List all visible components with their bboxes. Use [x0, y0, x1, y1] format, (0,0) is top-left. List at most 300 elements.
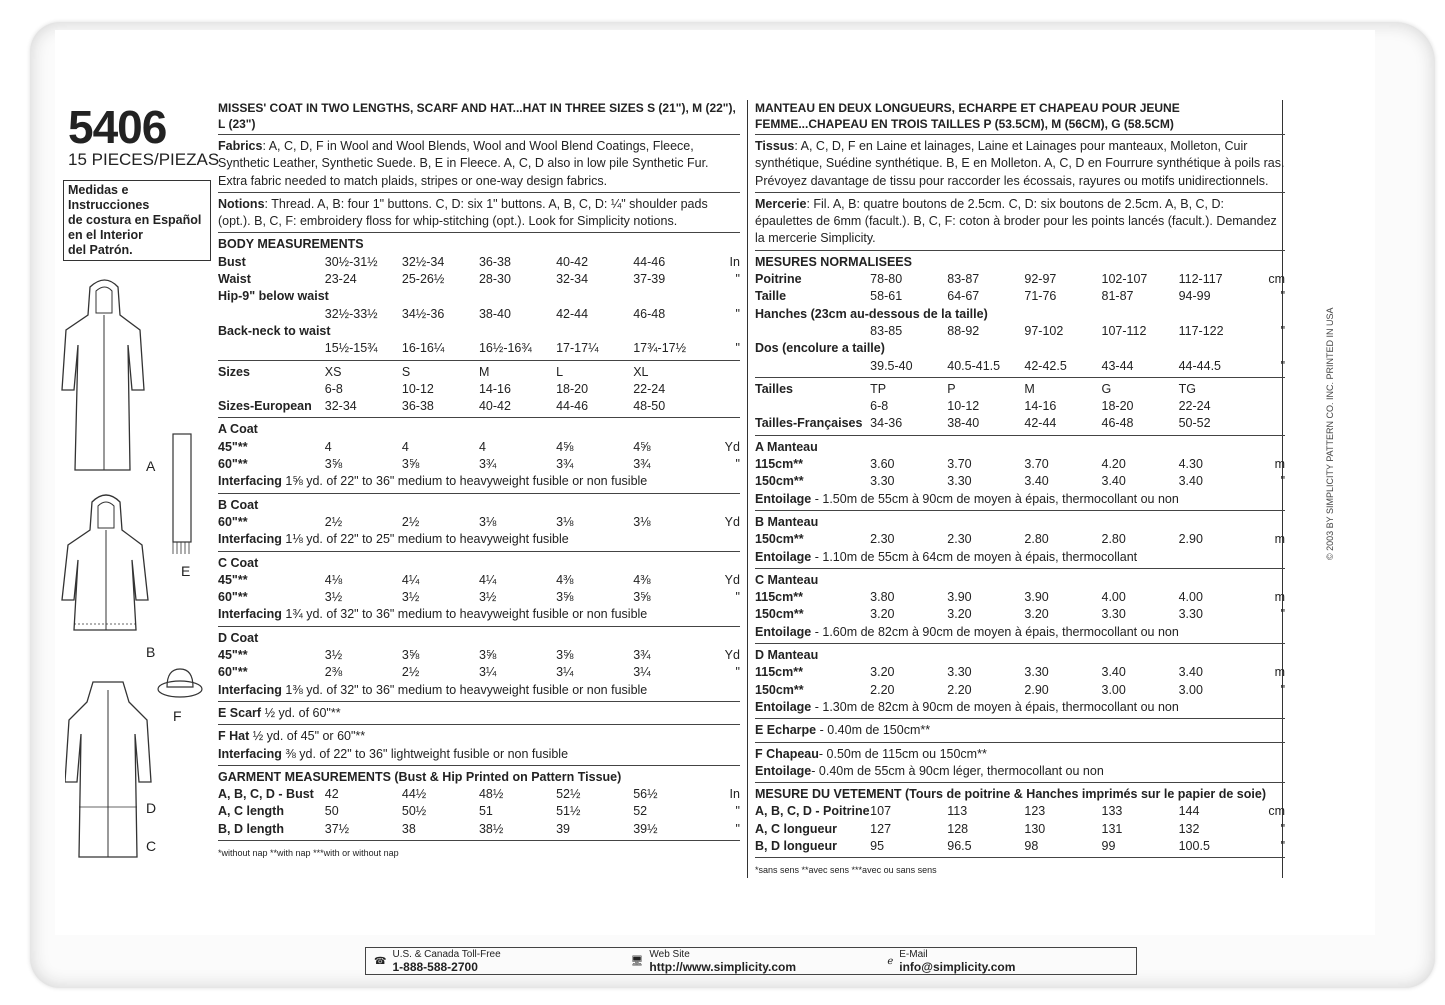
- row-label: 45"**: [218, 648, 248, 663]
- row-label: Sizes: [218, 364, 250, 379]
- cell-value: 3¾: [633, 648, 651, 663]
- cell-value: 133: [1101, 804, 1123, 819]
- row-label: Back-neck to waist: [218, 323, 331, 338]
- row-label: 150cm**: [755, 532, 804, 547]
- cell-value: 97-102: [1024, 323, 1064, 338]
- cell-value: 3⅝: [556, 590, 574, 605]
- cell-value: P: [947, 381, 956, 396]
- cell-value: 18-20: [1101, 399, 1134, 414]
- scarf-e-sketch: [170, 432, 194, 557]
- interfacing-line: Interfacing 1¾ yd. of 32" to 36" medium to heavyweight fusible or non fusible: [218, 607, 648, 622]
- table-row: [755, 606, 1285, 623]
- cell-value: 3⅛: [556, 514, 574, 529]
- table-row: [218, 803, 740, 820]
- cell-value: Yd: [724, 572, 740, 587]
- cell-value: In: [729, 787, 740, 802]
- cell-value: 3¼: [556, 665, 574, 680]
- cell-value: Yd: [724, 439, 740, 454]
- table-row: [755, 340, 1285, 357]
- tissus-section: Tissus: A, C, D, F en Laine et lainages, Laine et Lainages pour manteaux, Molleton, Cuir synthétique, Suédine synthétique. B, E en Molleton. A, C, D en Fourrure synthétique à poils ras. Prévoyez davantage de tissu pour raccorder les écossais, rayures ou motifs unidirectionnels.: [755, 138, 1285, 193]
- cell-value: [710, 364, 740, 381]
- row-label: B, D longueur: [755, 838, 837, 853]
- view-label-d: D: [146, 800, 157, 816]
- cell-value: 3¾: [478, 457, 497, 472]
- cell-value: 3⅝: [324, 457, 343, 472]
- cell-value: [1264, 306, 1285, 323]
- cell-value: 36-38: [478, 254, 511, 269]
- cell-value: 51½: [556, 804, 581, 819]
- cell-value: 2.90: [1178, 532, 1203, 547]
- table-row: [218, 364, 740, 381]
- cell-value: 3⅝: [478, 648, 497, 663]
- cell-value: 28-30: [478, 272, 511, 287]
- nap-footnote: *without nap **with nap ***with or without nap: [218, 847, 399, 858]
- cell-value: ": [1280, 289, 1285, 304]
- table-row: [755, 589, 1285, 606]
- table-row: [218, 664, 740, 681]
- table-row: [218, 271, 740, 288]
- table-row: [755, 664, 1285, 681]
- table-row: [218, 647, 740, 664]
- cell-value: 56½: [633, 787, 658, 802]
- cell-value: [1098, 306, 1153, 323]
- cell-value: 81-87: [1101, 289, 1134, 304]
- table-row: [218, 589, 740, 606]
- cell-value: 4: [401, 439, 409, 454]
- cell-value: 3.40: [1024, 474, 1049, 489]
- cell-value: 83-87: [947, 272, 980, 287]
- cell-value: 3.80: [870, 590, 895, 605]
- cell-value: [331, 323, 407, 340]
- cell-value: 95: [870, 838, 885, 853]
- cell-value: 37-39: [633, 272, 666, 287]
- yardage-block: [755, 572, 1285, 644]
- coat-b-sketch: [60, 490, 155, 640]
- cell-value: 16-16¼: [401, 341, 445, 356]
- cell-value: 52: [633, 804, 648, 819]
- cell-value: 48½: [478, 787, 504, 802]
- cell-value: 4.00: [1101, 590, 1126, 605]
- table-row: [755, 456, 1285, 473]
- table-row: [218, 821, 740, 838]
- cell-value: 42-44: [556, 306, 589, 321]
- metrage-blocks: [755, 439, 1285, 719]
- cell-value: 40.5-41.5: [947, 358, 1001, 373]
- cell-value: [483, 323, 559, 340]
- cell-value: XL: [633, 364, 649, 379]
- cell-value: 132: [1178, 821, 1200, 836]
- cell-value: 58-61: [870, 289, 903, 304]
- interfacing-line: Entoilage - 1.50m de 55cm à 90cm de moyen à épais, thermocollant ou non: [755, 491, 1179, 506]
- cell-value: 131: [1101, 821, 1123, 836]
- cell-value: S: [401, 364, 411, 379]
- cell-value: 3.30: [947, 665, 972, 680]
- cell-value: 3.30: [1101, 607, 1126, 622]
- table-row: [218, 786, 740, 803]
- cell-value: [329, 288, 405, 305]
- yardage-blocks: [218, 421, 740, 701]
- row-label: [755, 398, 870, 415]
- cell-value: 50½: [401, 804, 427, 819]
- cell-value: m: [1274, 590, 1285, 605]
- block-heading: A Coat: [218, 422, 258, 437]
- copyright-side-text: © 2003 BY SIMPLICITY PATTERN CO. INC. PRINTED IN USA: [1325, 307, 1335, 560]
- cell-value: 42: [324, 787, 339, 802]
- cell-value: 15½-15¾: [324, 341, 378, 356]
- cell-value: 4⅝: [633, 439, 651, 454]
- cell-value: 38: [401, 821, 416, 836]
- cell-value: 113: [947, 804, 968, 819]
- row-label: A, B, C, D - Bust: [218, 787, 314, 802]
- view-label-b: B: [146, 644, 156, 660]
- scarf-section: E Scarf ½ yd. of 60"**: [218, 705, 740, 725]
- cell-value: [885, 340, 959, 357]
- row-label: 115cm**: [755, 665, 803, 680]
- cell-value: 3⅝: [401, 648, 420, 663]
- cell-value: 2⅜: [324, 665, 343, 680]
- row-label: 150cm**: [755, 474, 804, 489]
- cell-value: 4: [478, 439, 486, 454]
- cell-value: 32-34: [556, 272, 589, 287]
- cell-value: [1256, 415, 1285, 432]
- row-label: 60"**: [218, 457, 248, 472]
- cell-value: 17¾-17½: [633, 341, 687, 356]
- table-row: [755, 271, 1285, 288]
- row-label: Tailles: [755, 381, 793, 396]
- cell-value: ": [1280, 838, 1285, 853]
- table-row: [218, 456, 740, 473]
- cell-value: [405, 288, 481, 305]
- cell-value: 102-107: [1101, 272, 1148, 287]
- view-label-e: E: [181, 563, 191, 579]
- cell-value: [711, 323, 740, 340]
- table-row: [218, 340, 740, 357]
- cell-value: 2.80: [1101, 532, 1126, 547]
- pieces-count: 15 PIECES/PIEZAS: [68, 150, 220, 169]
- cell-value: 117-122: [1178, 323, 1224, 338]
- cell-value: 32½-34: [401, 254, 445, 269]
- cell-value: ": [735, 804, 740, 819]
- interfacing-line: Interfacing 1⅜ yd. of 32" to 36" medium to heavyweight fusible or non fusible: [218, 682, 648, 697]
- cell-value: 2½: [324, 514, 343, 529]
- cell-value: 96.5: [947, 838, 972, 853]
- coat-d-c-sketch: [65, 672, 155, 862]
- cell-value: [1153, 306, 1208, 323]
- echarpe-section: E Echarpe - 0.40m de 150cm**: [755, 722, 1285, 742]
- computer-icon: 🖥: [630, 955, 644, 967]
- garment-measurements: GARMENT MEASUREMENTS (Bust & Hip Printed on Pattern Tissue) A, B, C, D - Bust 42 44½ 48½ 52½ 56½ In A, C length 50 50½ 51 51½ 52 " B, D length 37½ 38 38½ 39 39½ ": [218, 769, 740, 841]
- cell-value: 3⅝: [556, 648, 574, 663]
- cell-value: 6-8: [324, 381, 343, 396]
- contact-footer: [365, 947, 1137, 975]
- cell-value: [559, 323, 635, 340]
- cell-value: 3⅛: [633, 514, 651, 529]
- yardage-block: [755, 647, 1285, 719]
- cell-value: [1043, 306, 1098, 323]
- french-column: [755, 100, 1285, 880]
- sizes-section: [218, 364, 740, 419]
- view-label-f: F: [173, 708, 182, 724]
- table-row: [755, 682, 1285, 699]
- table-row: [755, 415, 1285, 432]
- table-row: [218, 439, 740, 456]
- cell-value: In: [729, 254, 740, 269]
- cell-value: 3.00: [1178, 682, 1203, 697]
- table-row: [755, 398, 1285, 415]
- cell-value: [558, 288, 634, 305]
- cell-value: 98: [1024, 838, 1039, 853]
- cell-value: ": [735, 306, 740, 321]
- cell-value: [710, 381, 740, 398]
- cell-value: m: [1274, 457, 1285, 472]
- cell-value: 44-44.5: [1178, 358, 1222, 373]
- cell-value: TP: [870, 381, 887, 396]
- cell-value: [710, 398, 740, 415]
- cell-value: 22-24: [633, 381, 666, 396]
- cell-value: 3½: [478, 590, 497, 605]
- cell-value: 99: [1101, 838, 1116, 853]
- yardage-block: [218, 421, 740, 493]
- cell-value: G: [1101, 381, 1112, 396]
- cell-value: Yd: [724, 648, 740, 663]
- english-column: [218, 100, 740, 862]
- cell-value: 107: [870, 804, 892, 819]
- cell-value: 38½: [478, 821, 504, 836]
- cell-value: 2.90: [1024, 682, 1049, 697]
- cell-value: 3.40: [1178, 665, 1203, 680]
- cell-value: 127: [870, 821, 892, 836]
- cell-value: 112-117: [1178, 272, 1223, 287]
- cell-value: 52½: [556, 787, 581, 802]
- cell-value: 14-16: [1024, 399, 1057, 414]
- cell-value: 100.5: [1178, 838, 1210, 853]
- block-heading: C Coat: [218, 555, 259, 570]
- email-contact: ℯ E-Mail info@simplicity.com: [887, 948, 1016, 974]
- cell-value: 39½: [633, 821, 658, 836]
- table-row: [218, 514, 740, 531]
- cell-value: [635, 323, 711, 340]
- row-label: 150cm**: [755, 607, 804, 622]
- row-label: 150cm**: [755, 682, 804, 697]
- block-heading: C Manteau: [755, 572, 819, 587]
- cell-value: 40-42: [478, 399, 511, 414]
- cell-value: 3¾: [556, 457, 574, 472]
- cell-value: 22-24: [1178, 399, 1211, 414]
- cell-value: 51: [478, 804, 493, 819]
- row-label: Taille: [755, 289, 787, 304]
- notions-section: Notions: Thread. A, B: four 1" buttons. C, D: six 1" buttons. A, B, C, D: ¼" shoulder pads (opt.). B, C, F: embroidery floss for whip-stitching (opt.). Look for Simplicity notions.: [218, 196, 740, 234]
- cell-value: 2.30: [947, 532, 972, 547]
- view-label-a: A: [146, 458, 156, 474]
- block-heading: B Manteau: [755, 514, 819, 529]
- cell-value: 3.30: [1178, 607, 1203, 622]
- coat-a-sketch: [60, 275, 150, 475]
- table-row: [755, 821, 1285, 838]
- cell-value: 4.00: [1178, 590, 1203, 605]
- row-label: Waist: [218, 272, 251, 287]
- cell-value: 32-34: [324, 399, 357, 414]
- cell-value: ": [1280, 358, 1285, 373]
- cell-value: 2½: [401, 514, 420, 529]
- cell-value: 23-24: [324, 272, 357, 287]
- tailles-section: [755, 381, 1285, 436]
- table-row: [218, 398, 740, 415]
- cell-value: 3.20: [870, 607, 895, 622]
- view-label-c: C: [146, 838, 157, 854]
- block-heading: D Coat: [218, 630, 259, 645]
- cell-value: XS: [324, 364, 342, 379]
- cell-value: ": [1280, 682, 1285, 697]
- cell-value: [1256, 381, 1285, 398]
- cell-value: 38-40: [478, 306, 511, 321]
- cell-value: 34-36: [870, 416, 903, 431]
- body-measurements: BODY MEASUREMENTS Bust 30½-31½ 32½-34 36-38 40-42 44-46 In Waist 23-24 25-26½ 28-30 32-34 37-39 " Hip-9" below waist 32½-33½ 34½-36 38-40 42-44 46-48 " Back-neck to waist 15½-15¾ 16-16¼ 16½-16¾ 17-17¼ 17¾-17½ ": [218, 236, 740, 360]
- column-divider: [747, 100, 748, 878]
- cell-value: 92-97: [1024, 272, 1057, 287]
- cell-value: 44½: [401, 787, 427, 802]
- cell-value: 18-20: [556, 381, 589, 396]
- cell-value: [1108, 340, 1182, 357]
- cell-value: 4⅜: [556, 572, 574, 587]
- spanish-note: Medidas e Instrucciones de costura en Español en el Interior del Patrón.: [63, 180, 211, 261]
- cell-value: TG: [1178, 381, 1196, 396]
- row-label: B, D length: [218, 821, 284, 836]
- cell-value: 2.20: [870, 682, 895, 697]
- cell-value: 50-52: [1178, 416, 1211, 431]
- cell-value: 3¾: [633, 457, 651, 472]
- body-table: [218, 254, 740, 358]
- interfacing-line: Interfacing 1⅝ yd. of 22" to 36" medium to heavyweight fusible or non fusible: [218, 474, 648, 489]
- row-label: [755, 323, 870, 340]
- row-label: Hip-9" below waist: [218, 289, 329, 304]
- cell-value: 3.30: [1024, 665, 1049, 680]
- row-label: 45"**: [218, 439, 248, 454]
- table-row: [218, 323, 740, 340]
- cell-value: 4: [324, 439, 332, 454]
- interfacing-line: Entoilage - 1.60m de 82cm à 90cm de moyen à épais, thermocollant ou non: [755, 624, 1179, 639]
- cell-value: M: [478, 364, 490, 379]
- cell-value: 48-50: [633, 399, 666, 414]
- hat-section: F Hat ½ yd. of 45" or 60"** Interfacing ⅜ yd. of 22" to 36" lightweight fusible or non fusible: [218, 728, 740, 766]
- cell-value: 36-38: [401, 399, 434, 414]
- table-row: [755, 381, 1285, 398]
- row-label: 45"**: [218, 572, 248, 587]
- cell-value: 4¼: [401, 572, 420, 587]
- cell-value: 4⅜: [633, 572, 651, 587]
- row-label: 60"**: [218, 514, 248, 529]
- cell-value: 39.5-40: [870, 358, 913, 373]
- cell-value: 4¼: [478, 572, 497, 587]
- cell-value: 4.30: [1178, 457, 1203, 472]
- cell-value: 3⅛: [478, 514, 497, 529]
- cell-value: 3.20: [1024, 607, 1049, 622]
- yardage-block: [218, 630, 740, 702]
- cell-value: 2.80: [1024, 532, 1049, 547]
- cell-value: 3.40: [1178, 474, 1203, 489]
- cell-value: 42-42.5: [1024, 358, 1067, 373]
- cell-value: 78-80: [870, 272, 903, 287]
- yardage-block: [218, 555, 740, 627]
- cell-value: 37½: [324, 821, 350, 836]
- cell-value: ": [1280, 821, 1285, 836]
- row-label: Bust: [218, 254, 246, 269]
- cell-value: 3.20: [870, 665, 895, 680]
- block-heading: D Manteau: [755, 648, 819, 663]
- interfacing-line: Entoilage - 1.30m de 82cm à 90cm de moyen à épais, thermocollant ou non: [755, 699, 1179, 714]
- yardage-block: [755, 439, 1285, 511]
- fabrics-section: Fabrics: A, C, D, F in Wool and Wool Blends, Wool and Wool Blend Coatings, Fleece, Synthetic Leather, Synthetic Suede. B, E in Fleece. A, C, D also in low pile Synthetic Fur. Extra fabric needed to match plaids, stripes or one-way design fabrics.: [218, 138, 740, 193]
- cell-value: 123: [1024, 804, 1046, 819]
- row-label: [218, 306, 325, 323]
- cell-value: 107-112: [1101, 323, 1147, 338]
- row-label: 115cm**: [755, 590, 803, 605]
- table-row: [218, 254, 740, 271]
- cell-value: [482, 288, 558, 305]
- row-label: 60"**: [218, 665, 248, 680]
- row-label: Sizes-European: [218, 399, 312, 414]
- cell-value: 2.30: [870, 532, 895, 547]
- hat-f-sketch: [155, 665, 205, 705]
- cell-value: 83-85: [870, 323, 903, 338]
- row-label: Dos (encolure a taille): [755, 341, 885, 356]
- cell-value: 71-76: [1024, 289, 1057, 304]
- cell-value: 50: [324, 804, 339, 819]
- table-row: [218, 288, 740, 305]
- row-label: A, B, C, D - Poitrine: [755, 804, 870, 819]
- yardage-block: [755, 514, 1285, 569]
- row-label: [218, 381, 325, 398]
- cell-value: 3.70: [947, 457, 972, 472]
- cell-value: 44-46: [633, 254, 666, 269]
- interfacing-line: Interfacing 1⅛ yd. of 22" to 25" medium to heavyweight fusible: [218, 532, 569, 547]
- row-label: A, C longueur: [755, 821, 837, 836]
- cell-value: [1034, 340, 1108, 357]
- phone-icon: ☎: [374, 955, 387, 967]
- cell-value: 44-46: [556, 399, 589, 414]
- cell-value: 42-44: [1024, 416, 1057, 431]
- cell-value: [1256, 398, 1285, 415]
- mesure-du-vetement: MESURE DU VETEMENT (Tours de poitrine & Hanches imprimés sur le papier de soie) A, B, C, D - Poitrine 107 113 123 133 144 cm A, C longueur 127 128 130 131 132 " B, D longueur 95 96.5 98 99 100.5 ": [755, 786, 1285, 858]
- cell-value: 3½: [324, 590, 343, 605]
- table-row: [218, 381, 740, 398]
- cell-value: 3¼: [633, 665, 651, 680]
- cell-value: 94-99: [1178, 289, 1211, 304]
- cell-value: 43-44: [1101, 358, 1134, 373]
- cell-value: ": [735, 665, 740, 680]
- cell-value: 25-26½: [401, 272, 445, 287]
- cell-value: 46-48: [1101, 416, 1134, 431]
- phone-contact: ☎ U.S. & Canada Toll-Free 1-888-588-2700: [374, 948, 501, 974]
- cell-value: 3.20: [947, 607, 972, 622]
- cell-value: 3.40: [1101, 665, 1126, 680]
- cell-value: 88-92: [947, 323, 980, 338]
- table-row: [755, 473, 1285, 490]
- cell-value: [407, 323, 483, 340]
- cell-value: [959, 340, 1033, 357]
- cell-value: [1182, 340, 1256, 357]
- cell-value: 3.90: [1024, 590, 1049, 605]
- row-label: Poitrine: [755, 272, 802, 287]
- table-row: [218, 306, 740, 323]
- cell-value: ": [735, 457, 740, 472]
- row-label: 60"**: [218, 590, 248, 605]
- cell-value: M: [1024, 381, 1035, 396]
- cell-value: ": [1280, 323, 1285, 338]
- cell-value: [988, 306, 1043, 323]
- cell-value: ": [735, 272, 740, 287]
- cell-value: ": [735, 821, 740, 836]
- table-row: [755, 306, 1285, 323]
